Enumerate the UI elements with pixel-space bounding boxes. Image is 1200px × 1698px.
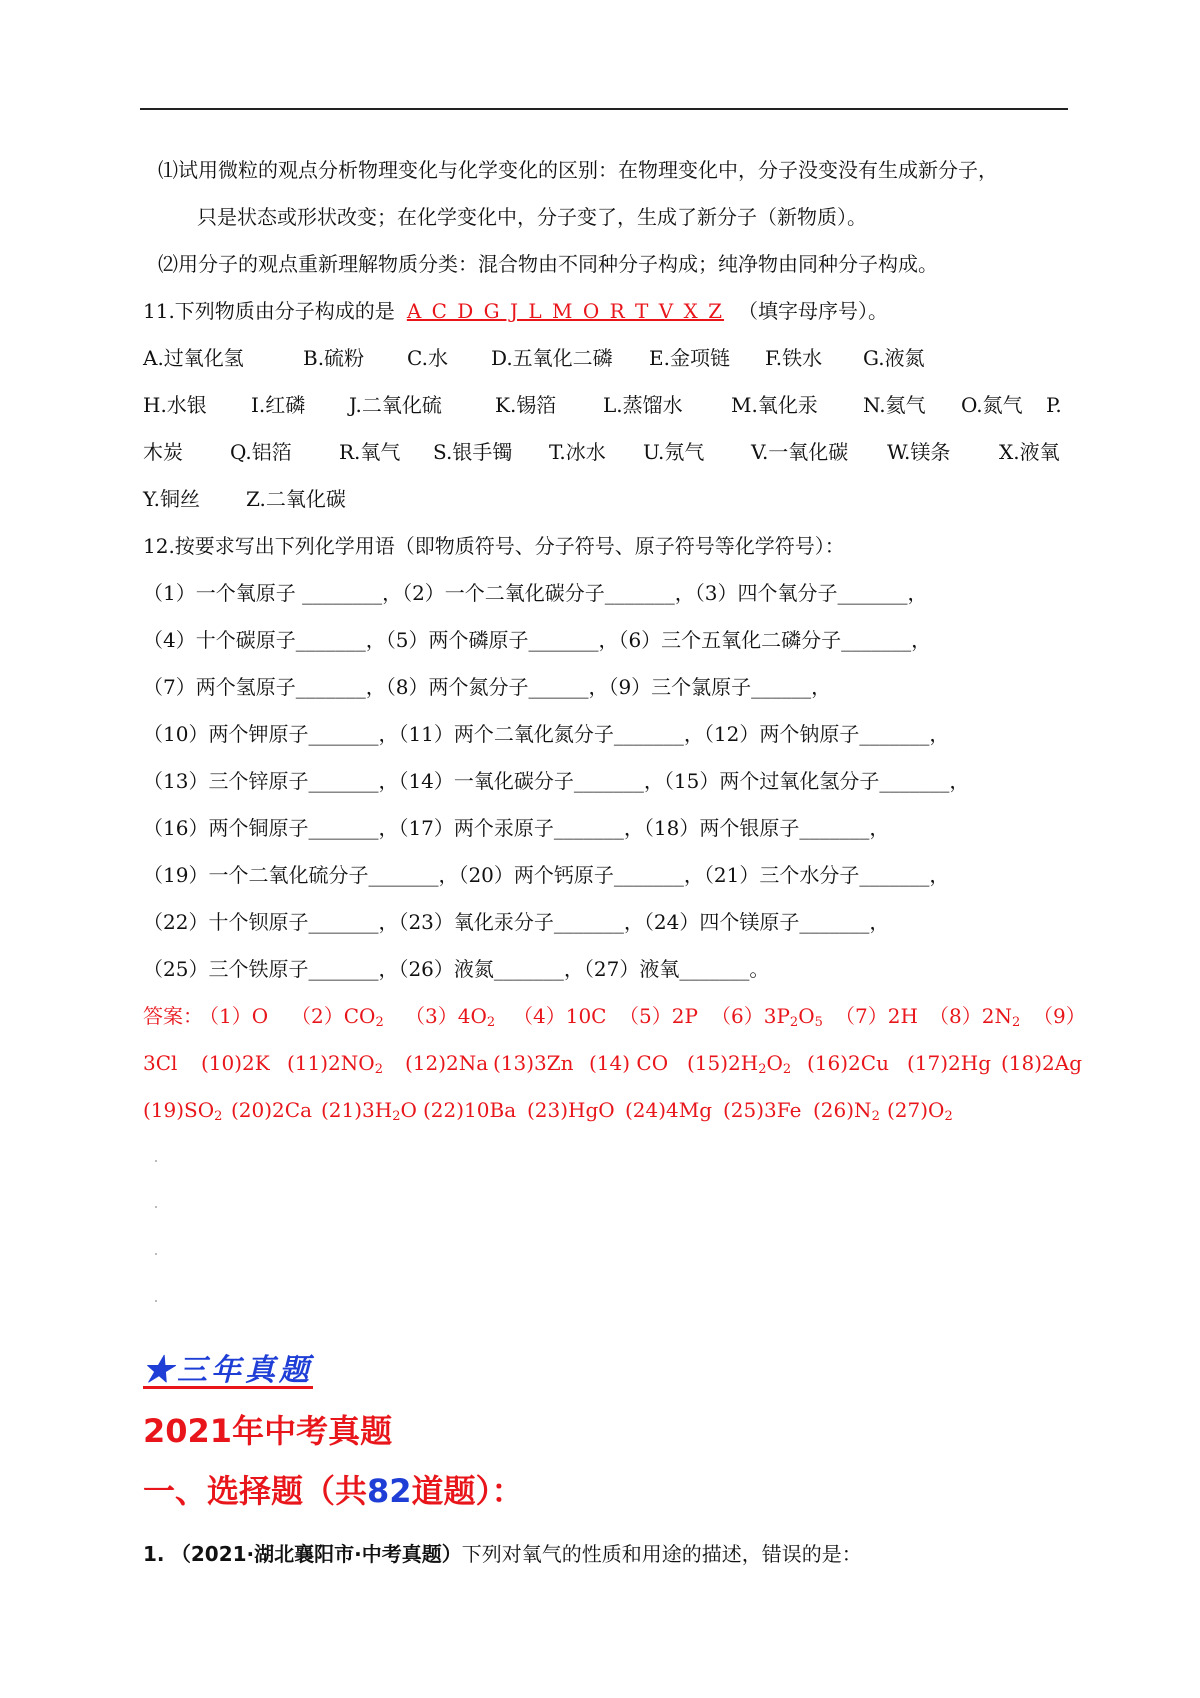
answer-item: $(6)3P_2O_5$	[711, 1004, 823, 1030]
answer-item: $(15)2H_2O_2$	[687, 1051, 792, 1077]
question-12-title: 12.按要求写出下列化学用语（即物质符号、分子符号、原子符号等化学符号）：	[143, 534, 845, 558]
answer-item: (17)2Hg	[907, 1051, 992, 1075]
question-1	[143, 1540, 862, 1568]
q11-prefix: 11.下列物质由分子构成的是	[143, 299, 395, 323]
q12-row: （13）三个锌原子_______，（14）一氧化碳分子_______，（15）两个过氧化氢分子_______，	[143, 769, 970, 793]
answer-item: (22)10Ba	[423, 1098, 517, 1122]
choice: P.	[1046, 393, 1062, 417]
choice: E.金项链	[649, 346, 730, 370]
header-rule	[140, 108, 1068, 110]
q1-text: 下列对氧气的性质和用途的描述，错误的是：	[461, 1542, 862, 1566]
answer-item: (20)2Ca	[231, 1098, 313, 1122]
q12-row: （19）一个二氧化硫分子_______，（20）两个钙原子_______，（21）三个水分子_______，	[143, 863, 950, 887]
answer-item: (10)2K	[201, 1051, 270, 1075]
answer-item: $(8)2N_2$	[929, 1004, 1021, 1030]
answer-item: （7）2H	[835, 1004, 918, 1028]
intro-line-3: ⑵用分子的观点重新理解物质分类：混合物由不同种分子构成；纯净物由同种分子构成。	[158, 252, 938, 276]
q12-row: （1）一个氧原子 ________，（2）一个二氧化碳分子_______，（3）四个氧分子_______，	[143, 581, 928, 605]
stray-mark	[155, 1300, 157, 1302]
answer-item: $(26)N_2$	[813, 1098, 880, 1124]
choice: W.镁条	[887, 440, 951, 464]
choice: 木炭	[143, 440, 183, 464]
choice: B.硫粉	[303, 346, 365, 370]
question-11	[143, 297, 888, 325]
answer-item: (12)2Na	[405, 1051, 489, 1075]
choice: Z.二氧化碳	[246, 487, 346, 511]
answer-item: (14) CO	[589, 1051, 669, 1075]
intro-line-1: ⑴试用微粒的观点分析物理变化与化学变化的区别：在物理变化中，分子没变没有生成新分子，	[158, 158, 998, 182]
choice-heading-suffix: 道题）：	[411, 1472, 524, 1510]
answer-item: （4）10C	[513, 1004, 607, 1028]
choice: N.氦气	[863, 393, 926, 417]
answer-item: （5）2P	[619, 1004, 698, 1028]
q11-suffix: （填字母序号）。	[738, 299, 889, 323]
answer-item: (24)4Mg	[625, 1098, 713, 1122]
choice: O.氮气	[961, 393, 1023, 417]
choice: H.水银	[143, 393, 207, 417]
choice: X.液氧	[999, 440, 1060, 464]
answer-item: $(3)4O_2$	[405, 1004, 496, 1030]
q11-answer: A C D G J L M O R T V X Z	[406, 299, 725, 323]
choice-section-heading	[143, 1466, 524, 1512]
answer-item: (25)3Fe	[723, 1098, 802, 1122]
answer-item: $(21)3H_2O$	[321, 1098, 417, 1124]
choice: G.液氮	[863, 346, 925, 370]
answer-item: （1）O	[199, 1004, 269, 1028]
q12-row: （25）三个铁原子_______，（26）液氮_______，（27）液氧_______。	[143, 957, 770, 981]
answer-item: $(27)O_2$	[887, 1098, 953, 1124]
stray-mark	[155, 1160, 157, 1162]
answer-item: 3Cl	[143, 1051, 178, 1075]
choice: U.氖气	[643, 440, 705, 464]
year-heading: 2021年中考真题	[143, 1412, 393, 1450]
question-count: 82	[367, 1472, 412, 1510]
choice: J.二氧化硫	[349, 393, 442, 417]
choice: T.冰水	[549, 440, 606, 464]
answer-item: (23)HgO	[527, 1098, 615, 1122]
q12-row: （7）两个氢原子_______，（8）两个氮分子______，（9）三个氯原子______，	[143, 675, 832, 699]
choice: F.铁水	[765, 346, 823, 370]
choice: R.氧气	[339, 440, 401, 464]
q12-row: （22）十个钡原子_______，（23）氧化汞分子_______，（24）四个镁原子_______，	[143, 910, 890, 934]
answer-item: $(19)SO_2$	[143, 1098, 223, 1124]
choice: D.五氧化二磷	[491, 346, 613, 370]
q1-number: 1.	[143, 1542, 165, 1566]
answer-item: $(2)CO_2$	[291, 1004, 384, 1030]
choice: I.红磷	[251, 393, 306, 417]
q12-row: （10）两个钾原子_______，（11）两个二氧化氮分子_______，（12）两个钠原子_______，	[143, 722, 950, 746]
choice: K.锡箔	[495, 393, 557, 417]
choice: S.银手镯	[433, 440, 513, 464]
answer-item: （9）	[1033, 1004, 1086, 1028]
choice: L.蒸馏水	[603, 393, 683, 417]
stray-mark	[155, 1206, 157, 1208]
choice: C.水	[407, 346, 448, 370]
choice: A.过氧化氢	[143, 346, 244, 370]
intro-line-2: 只是状态或形状改变；在化学变化中，分子变了，生成了新分子（新物质）。	[197, 205, 867, 229]
q12-row: （16）两个铜原子_______，（17）两个汞原子_______，（18）两个银原子_______，	[143, 816, 890, 840]
choice: V.一氧化碳	[751, 440, 849, 464]
q12-row: （4）十个碳原子_______，（5）两个磷原子_______，（6）三个五氧化二磷分子_______，	[143, 628, 932, 652]
choice: Y.铜丝	[143, 487, 200, 511]
answers-label: 答案：	[143, 1004, 203, 1028]
three-year-heading: ★三年真题	[143, 1353, 313, 1388]
q1-source: （2021·湖北襄阳市·中考真题）	[170, 1542, 462, 1566]
choice: M.氧化汞	[731, 393, 818, 417]
answer-item: $(11)2NO_2$	[287, 1051, 383, 1077]
answer-item: (13)3Zn	[493, 1051, 574, 1075]
stray-mark	[155, 1253, 157, 1255]
answer-item: (16)2Cu	[807, 1051, 889, 1075]
answer-item: (18)2Ag	[1001, 1051, 1083, 1075]
choice: Q.铝箔	[230, 440, 292, 464]
choice-heading-prefix: 一、选择题（共	[143, 1472, 368, 1510]
